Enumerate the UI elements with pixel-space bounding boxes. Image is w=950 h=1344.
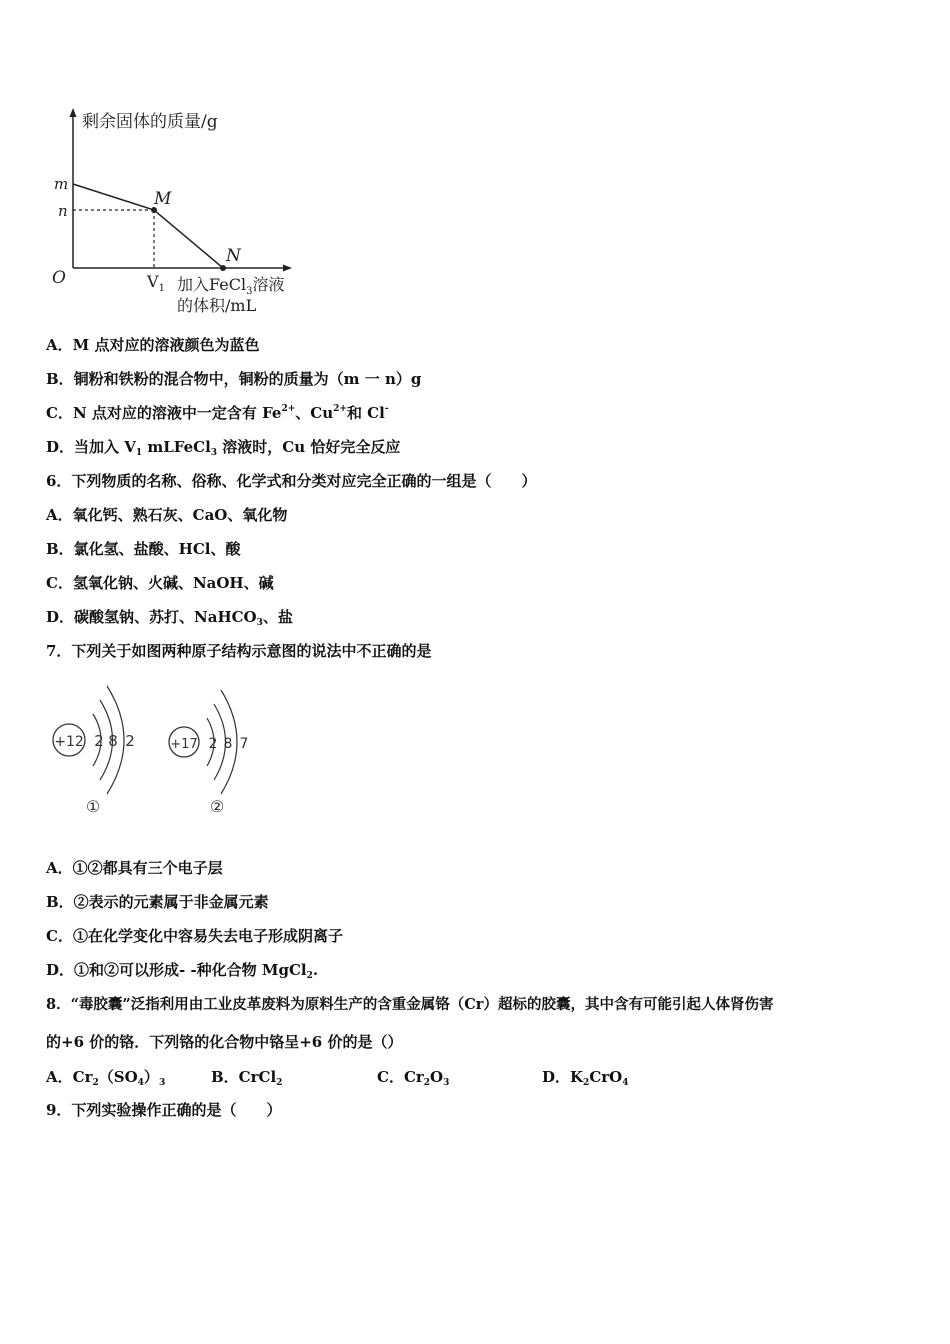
q7-option-b: B．②表示的元素属于非金属元素	[46, 893, 269, 911]
q7-option-c: C．①在化学变化中容易失去电子形成阴离子	[46, 927, 343, 945]
q9-stem: 9．下列实验操作正确的是（ ）	[46, 1101, 282, 1119]
q6-option-d: D．碳酸氢钠、苏打、NaHCO$_3$、盐	[46, 608, 293, 628]
atom1-electrons-shell1: 2	[94, 732, 104, 750]
x-axis-arrow-icon	[283, 265, 292, 272]
atom1-electrons-shell3: 2	[125, 732, 135, 750]
atom2-electrons-shell2: 8	[223, 736, 233, 752]
x-axis-label-line1: 加入FeCl$_3$溶液	[177, 275, 285, 297]
atom2-electrons-shell1: 2	[208, 736, 218, 752]
q8-option-c: C．$Cr_2O_3$	[377, 1068, 450, 1088]
q5-option-a: A．M 点对应的溶液颜色为蓝色	[46, 336, 260, 354]
origin-label: O	[52, 268, 66, 288]
q8-option-b: B．CrCl$_2$	[211, 1068, 283, 1088]
point-m-label: M	[154, 189, 172, 209]
atom2-caption: ②	[209, 797, 225, 816]
atom2-nucleus: +17	[170, 737, 198, 752]
q6-option-a: A．氧化钙、熟石灰、CaO、氧化物	[46, 506, 288, 524]
point-n-label: N	[226, 246, 241, 266]
atom1-nucleus: +12	[54, 734, 84, 750]
atom1-caption: ①	[85, 797, 101, 816]
q8-option-d: D．$K_2CrO_4$	[542, 1068, 629, 1088]
y-axis-label: 剩余固体的质量/g	[82, 112, 218, 132]
atom1-electrons-shell2: 8	[108, 732, 118, 750]
q8-stem-line1: 8．“毒胶囊”泛指利用由工业皮革废料为原料生产的含重金属铬（Cr）超标的胶囊，其中含有可能引起人体肾伤害	[46, 996, 774, 1013]
q5-option-d: D．当加入 $V_1$ mLFeCl$_3$ 溶液时，Cu 恰好完全反应	[46, 438, 401, 458]
mass-volume-graph	[40, 100, 330, 325]
q7-stem: 7．下列关于如图两种原子结构示意图的说法中不正确的是	[46, 642, 432, 660]
q5-option-c: C．N 点对应的溶液中一定含有 $Fe^{2+}$、$Cu^{2+}$和 Cl-	[46, 404, 389, 422]
q8-option-a: A．$Cr_2(SO_4)_3$	[46, 1068, 166, 1088]
q6-stem: 6．下列物质的名称、俗称、化学式和分类对应完全正确的一组是（ ）	[46, 472, 537, 490]
mass-curve	[73, 184, 223, 268]
y-axis-arrow-icon	[70, 108, 77, 117]
y-tick-m: m	[54, 175, 69, 193]
q8-stem-line2: 的+6 价的铬．下列铬的化合物中铬呈+6 价的是（）	[46, 1033, 403, 1051]
atom-structure-diagram	[45, 680, 265, 820]
q7-option-a: A．①②都具有三个电子层	[46, 859, 223, 877]
atom2-electrons-shell3: 7	[239, 736, 249, 752]
q7-option-d: D．①和②可以形成- -种化合物 MgCl$_2$.	[46, 961, 319, 981]
q6-option-b: B．氯化氢、盐酸、HCl、酸	[46, 540, 241, 558]
x-tick-v1: $V_1$	[147, 272, 165, 294]
q6-option-c: C．氢氧化钠、火碱、NaOH、碱	[46, 574, 274, 592]
y-tick-n: n	[58, 202, 68, 220]
x-axis-label-line2: 的体积/mL	[177, 296, 257, 315]
q5-option-b: B．铜粉和铁粉的混合物中，铜粉的质量为（m 一 n）g	[46, 370, 422, 388]
